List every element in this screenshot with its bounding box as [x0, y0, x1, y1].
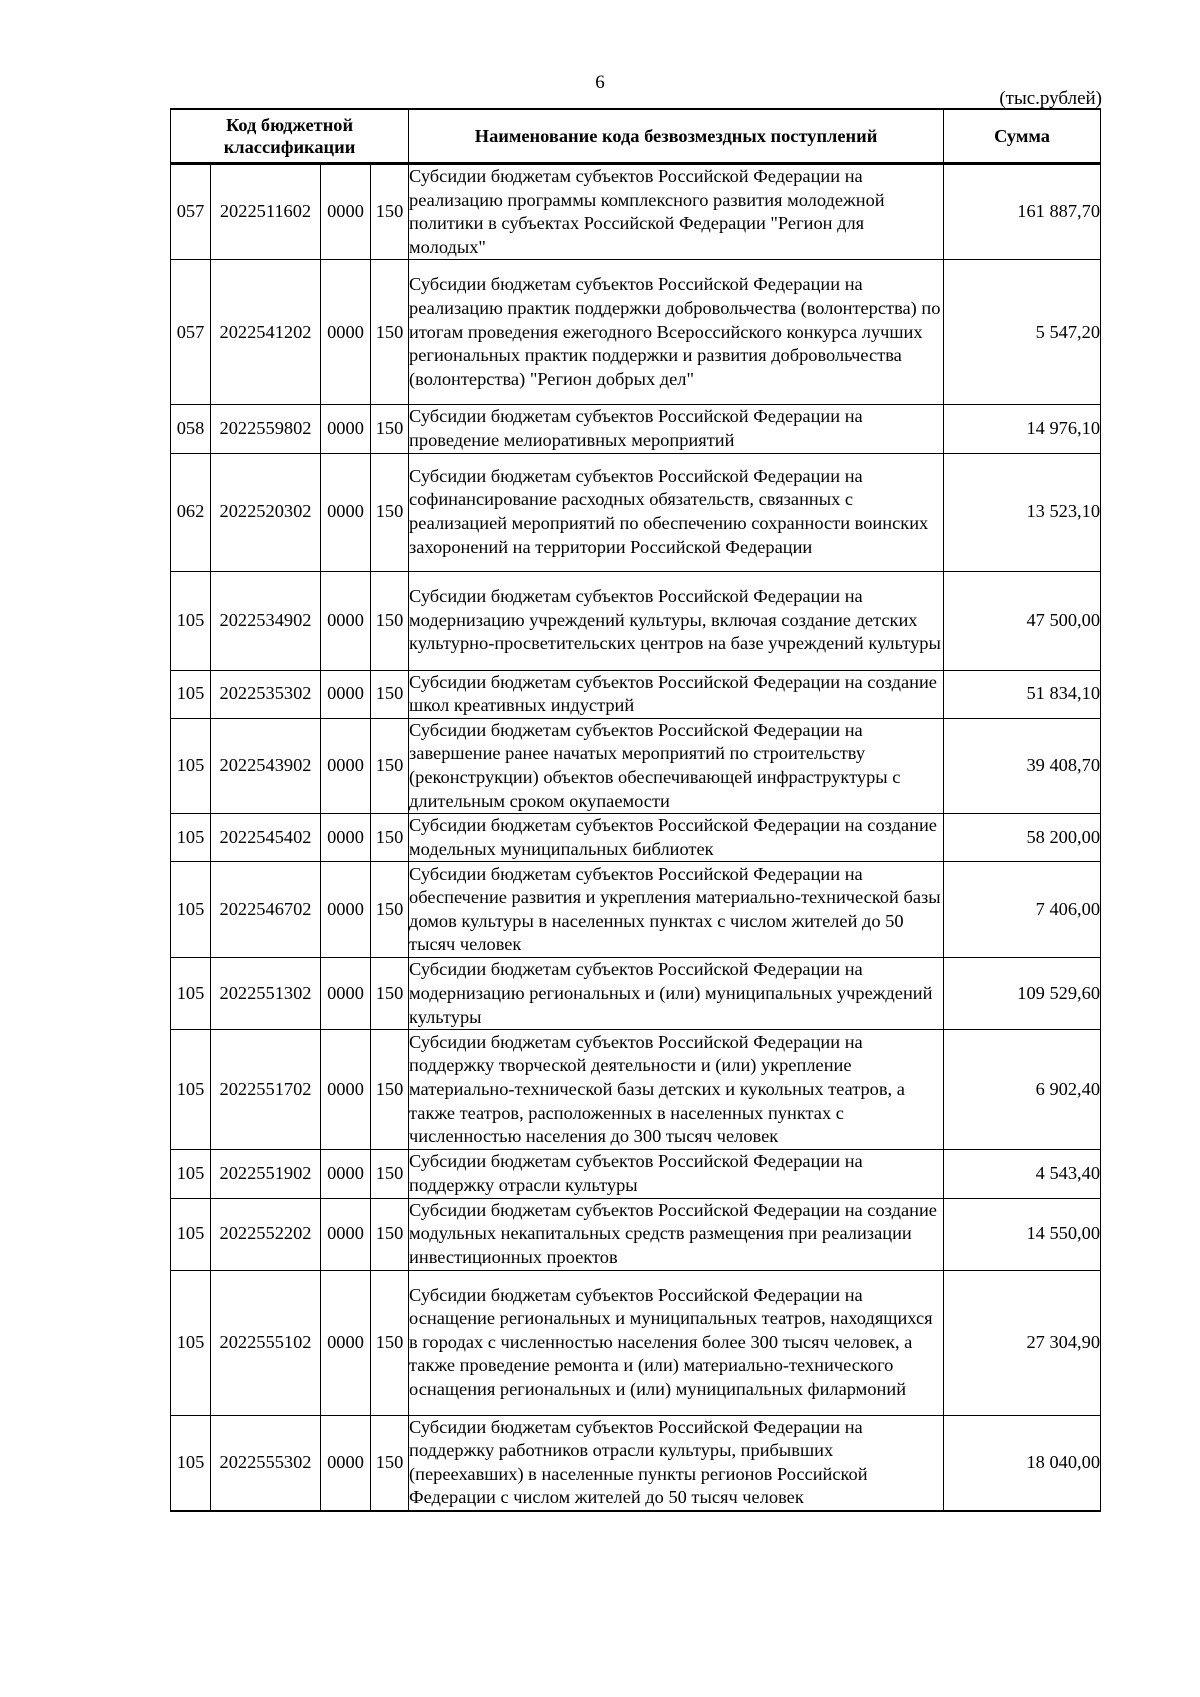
cell-type-code: 150 [371, 1198, 409, 1270]
cell-amount: 27 304,90 [944, 1270, 1101, 1415]
cell-budget-code: 2022555302 [211, 1415, 321, 1511]
cell-admin-code: 105 [171, 1415, 211, 1511]
cell-description: Субсидии бюджетам субъектов Российской Федерации на завершение ранее начатых мероприятий по строительству (реконструкции) объектов обеспечивающей инфраструктуры с длительным сроком окупаемости [409, 718, 944, 813]
cell-description: Субсидии бюджетам субъектов Российской Федерации на поддержку работников отрасли культуры, прибывших (переехавших) в населенные пункты регионов Российской Федерации с числом жителей до 50 тысяч человек [409, 1415, 944, 1511]
cell-subcode: 0000 [321, 1150, 371, 1198]
cell-type-code: 150 [371, 1415, 409, 1511]
table-row [171, 571, 1101, 670]
cell-admin-code: 057 [171, 260, 211, 405]
cell-type-code: 150 [371, 718, 409, 813]
cell-description: Субсидии бюджетам субъектов Российской Федерации на реализацию программы комплексного развития молодежной политики в субъектах Российской Федерации "Регион для молодых" [409, 164, 944, 260]
table-row [171, 1198, 1101, 1270]
cell-type-code: 150 [371, 1030, 409, 1150]
cell-admin-code: 062 [171, 453, 211, 571]
cell-budget-code: 2022534902 [211, 571, 321, 670]
cell-amount: 58 200,00 [944, 814, 1101, 862]
cell-budget-code: 2022545402 [211, 814, 321, 862]
cell-description: Субсидии бюджетам субъектов Российской Федерации на модернизацию региональных и (или) муниципальных учреждений культуры [409, 958, 944, 1030]
cell-admin-code: 105 [171, 718, 211, 813]
table-row [171, 814, 1101, 862]
cell-amount: 161 887,70 [944, 164, 1101, 260]
cell-admin-code: 105 [171, 1198, 211, 1270]
cell-admin-code: 105 [171, 814, 211, 862]
cell-type-code: 150 [371, 670, 409, 718]
cell-subcode: 0000 [321, 453, 371, 571]
cell-budget-code: 2022541202 [211, 260, 321, 405]
cell-budget-code: 2022551302 [211, 958, 321, 1030]
cell-type-code: 150 [371, 1150, 409, 1198]
cell-budget-code: 2022552202 [211, 1198, 321, 1270]
table-row [171, 670, 1101, 718]
cell-type-code: 150 [371, 164, 409, 260]
cell-admin-code: 105 [171, 1030, 211, 1150]
cell-amount: 5 547,20 [944, 260, 1101, 405]
cell-type-code: 150 [371, 453, 409, 571]
cell-budget-code: 2022520302 [211, 453, 321, 571]
cell-description: Субсидии бюджетам субъектов Российской Федерации на реализацию практик поддержки добровольчества (волонтерства) по итогам проведения ежегодного Всероссийского конкурса лучших региональных практик поддержки и развития добровольчества (волонтерства) "Регион добрых дел" [409, 260, 944, 405]
cell-type-code: 150 [371, 862, 409, 958]
cell-subcode: 0000 [321, 260, 371, 405]
cell-subcode: 0000 [321, 814, 371, 862]
header-sum: Сумма [944, 109, 1101, 164]
cell-admin-code: 105 [171, 670, 211, 718]
cell-description: Субсидии бюджетам субъектов Российской Федерации на создание модульных некапитальных средств размещения при реализации инвестиционных проектов [409, 1198, 944, 1270]
cell-amount: 109 529,60 [944, 958, 1101, 1030]
cell-description: Субсидии бюджетам субъектов Российской Федерации на софинансирование расходных обязательств, связанных с реализацией мероприятий по обеспечению сохранности воинских захоронений на территории Российской Федерации [409, 453, 944, 571]
cell-admin-code: 105 [171, 1270, 211, 1415]
table-row [171, 862, 1101, 958]
cell-amount: 39 408,70 [944, 718, 1101, 813]
cell-budget-code: 2022535302 [211, 670, 321, 718]
cell-type-code: 150 [371, 1270, 409, 1415]
cell-amount: 14 550,00 [944, 1198, 1101, 1270]
cell-amount: 6 902,40 [944, 1030, 1101, 1150]
cell-subcode: 0000 [321, 1415, 371, 1511]
cell-type-code: 150 [371, 958, 409, 1030]
cell-description: Субсидии бюджетам субъектов Российской Федерации на оснащение региональных и муниципальных театров, находящихся в городах с численностью населения более 300 тысяч человек, а также проведение ремонта и (или) материально-технического оснащения региональных и (или) муниципальных филармоний [409, 1270, 944, 1415]
cell-amount: 14 976,10 [944, 405, 1101, 453]
table-row [171, 1030, 1101, 1150]
table-row [171, 453, 1101, 571]
cell-amount: 47 500,00 [944, 571, 1101, 670]
cell-subcode: 0000 [321, 1030, 371, 1150]
table-row [171, 260, 1101, 405]
cell-type-code: 150 [371, 814, 409, 862]
header-name: Наименование кода безвозмездных поступлений [409, 109, 944, 164]
cell-subcode: 0000 [321, 862, 371, 958]
table-row [171, 405, 1101, 453]
cell-amount: 4 543,40 [944, 1150, 1101, 1198]
cell-description: Субсидии бюджетам субъектов Российской Федерации на обеспечение развития и укрепления материально-технической базы домов культуры в населенных пунктах с числом жителей до 50 тысяч человек [409, 862, 944, 958]
cell-admin-code: 057 [171, 164, 211, 260]
budget-table [170, 108, 1101, 1512]
cell-admin-code: 105 [171, 1150, 211, 1198]
cell-subcode: 0000 [321, 405, 371, 453]
cell-description: Субсидии бюджетам субъектов Российской Федерации на создание школ креативных индустрий [409, 670, 944, 718]
cell-subcode: 0000 [321, 958, 371, 1030]
cell-budget-code: 2022551902 [211, 1150, 321, 1198]
table-body [171, 164, 1101, 1512]
cell-subcode: 0000 [321, 164, 371, 260]
cell-admin-code: 105 [171, 862, 211, 958]
header-code: Код бюджетной классификации [171, 109, 409, 164]
table-row [171, 718, 1101, 813]
table-row [171, 1150, 1101, 1198]
cell-description: Субсидии бюджетам субъектов Российской Федерации на поддержку творческой деятельности и (или) укрепление материально-технической базы детских и кукольных театров, а также театров, расположенных в населенных пунктах с численностью населения до 300 тысяч человек [409, 1030, 944, 1150]
cell-description: Субсидии бюджетам субъектов Российской Федерации на модернизацию учреждений культуры, включая создание детских культурно-просветительских центров на базе учреждений культуры [409, 571, 944, 670]
cell-admin-code: 058 [171, 405, 211, 453]
cell-subcode: 0000 [321, 1198, 371, 1270]
cell-admin-code: 105 [171, 958, 211, 1030]
cell-budget-code: 2022543902 [211, 718, 321, 813]
cell-budget-code: 2022551702 [211, 1030, 321, 1150]
cell-amount: 7 406,00 [944, 862, 1101, 958]
table-row [171, 1415, 1101, 1511]
table-row [171, 1270, 1101, 1415]
table-header [171, 109, 1101, 164]
cell-admin-code: 105 [171, 571, 211, 670]
cell-budget-code: 2022511602 [211, 164, 321, 260]
page-number: 6 [595, 72, 605, 93]
cell-budget-code: 2022546702 [211, 862, 321, 958]
cell-type-code: 150 [371, 571, 409, 670]
table-row [171, 958, 1101, 1030]
cell-subcode: 0000 [321, 670, 371, 718]
cell-description: Субсидии бюджетам субъектов Российской Федерации на проведение мелиоративных мероприятий [409, 405, 944, 453]
cell-description: Субсидии бюджетам субъектов Российской Федерации на создание модельных муниципальных библиотек [409, 814, 944, 862]
cell-amount: 13 523,10 [944, 453, 1101, 571]
cell-subcode: 0000 [321, 1270, 371, 1415]
cell-amount: 51 834,10 [944, 670, 1101, 718]
cell-subcode: 0000 [321, 571, 371, 670]
units-label: (тыс.рублей) [999, 88, 1102, 109]
cell-type-code: 150 [371, 260, 409, 405]
table-row [171, 164, 1101, 260]
cell-budget-code: 2022555102 [211, 1270, 321, 1415]
cell-subcode: 0000 [321, 718, 371, 813]
cell-description: Субсидии бюджетам субъектов Российской Федерации на поддержку отрасли культуры [409, 1150, 944, 1198]
cell-type-code: 150 [371, 405, 409, 453]
cell-amount: 18 040,00 [944, 1415, 1101, 1511]
cell-budget-code: 2022559802 [211, 405, 321, 453]
